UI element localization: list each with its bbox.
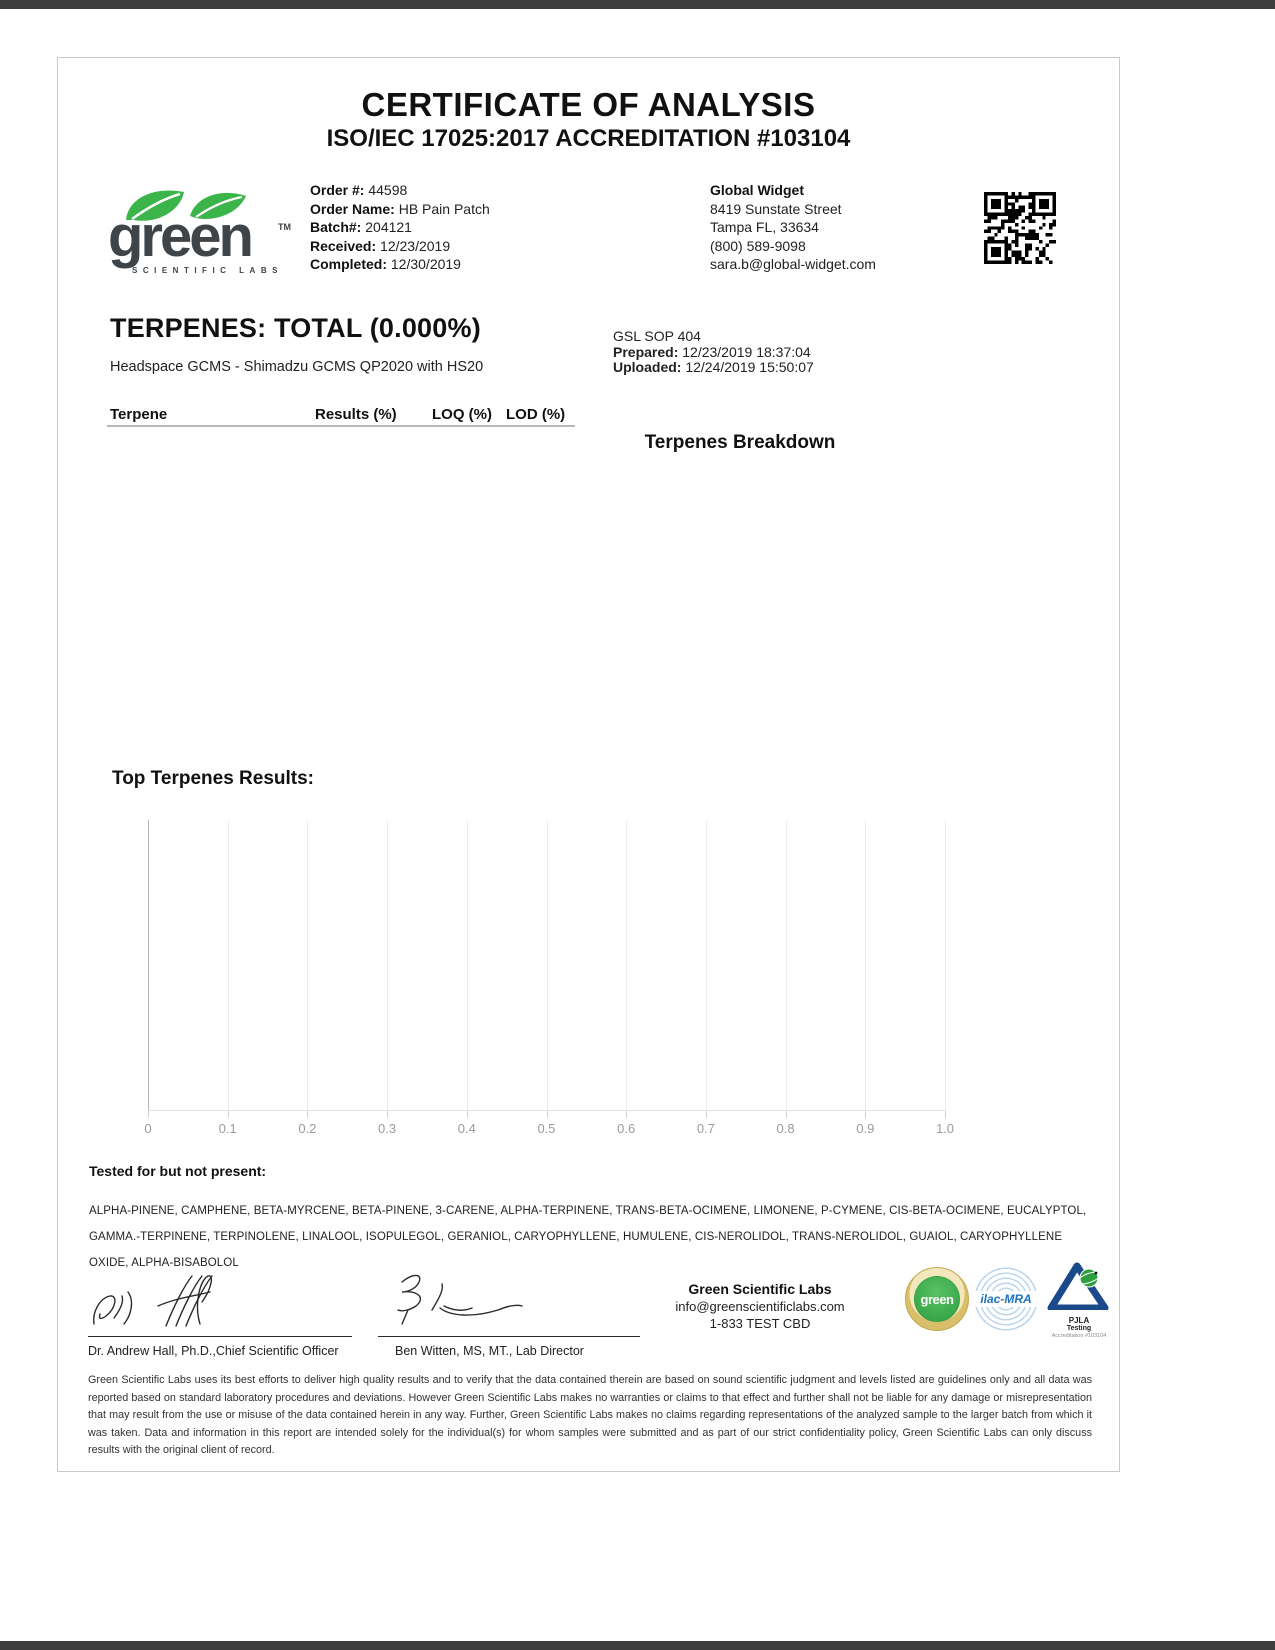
page-title: CERTIFICATE OF ANALYSIS [361, 86, 816, 123]
customer-info-block [710, 181, 876, 274]
logo-wordmark: green [108, 204, 251, 269]
logo-tm-mark: TM [278, 222, 291, 232]
col-header-lod: LOD (%) [506, 406, 566, 423]
logo-tagline: SCIENTIFIC LABS [132, 266, 283, 275]
batch-value: 204121 [365, 219, 412, 235]
gridline [228, 820, 229, 1110]
x-axis-tick [387, 1111, 388, 1118]
completed-label: Completed: [310, 256, 387, 272]
x-axis-tick-label: 0.9 [856, 1121, 875, 1136]
order-info-block [310, 181, 490, 274]
tested-not-present-list: ALPHA-PINENE, CAMPHENE, BETA-MYRCENE, BETA-PINENE, 3-CARENE, ALPHA-TERPINENE, TRANS-BETA-OCIMENE, LIMONENE, P-CYMENE, CIS-BETA-OCIMENE, EUCALYPTOL, GAMMA.-TERPINENE, TERPINOLENE, LINALOOL, ISOPULEGOL, GERANIOL, CARYOPHYLLENE, HUMULENE, CIS-NEROLIDOL, TRANS-NEROLIDOL, GUAIOL, CARYOPHYLLENE OXIDE, ALPHA-BISABOLOL [89, 1205, 1087, 1269]
x-axis-tick [307, 1111, 308, 1118]
uploaded-row: Uploaded: 12/24/2019 15:50:07 [613, 359, 814, 375]
customer-name: Global Widget [710, 182, 804, 198]
order-number-row [310, 181, 490, 200]
order-name-value: HB Pain Patch [398, 200, 490, 217]
gridline [307, 820, 308, 1110]
gridline [547, 820, 548, 1110]
top-terpenes-heading: Top Terpenes Results: [112, 768, 314, 789]
completed-value: 12/30/2019 [390, 256, 461, 272]
sop-number: GSL SOP 404 [613, 328, 701, 344]
pjla-triangle-icon [1043, 1262, 1115, 1310]
terpenes-total-heading: TERPENES: TOTAL (0.000%) [110, 313, 481, 343]
x-axis-tick-label: 0.1 [218, 1121, 237, 1136]
sop-block [613, 329, 814, 376]
x-axis-tick-label: 0.4 [457, 1121, 476, 1136]
signature-line-1 [88, 1336, 352, 1337]
qr-code [984, 192, 1056, 264]
x-axis-tick [786, 1111, 787, 1118]
signer-1-title: Dr. Andrew Hall, Ph.D.,Chief Scientific Officer [88, 1344, 339, 1358]
completed-row [310, 255, 490, 274]
x-axis-tick [626, 1111, 627, 1118]
x-axis-tick-label: 0.7 [696, 1121, 715, 1136]
signature-line-2 [378, 1336, 640, 1337]
viewer-bottom-bar [0, 1641, 1275, 1650]
ilac-mra-seal-icon: ilac-MRA [973, 1267, 1039, 1331]
col-header-terpene: Terpene [110, 406, 168, 423]
received-value: 12/23/2019 [380, 237, 451, 254]
x-axis-tick [148, 1111, 149, 1118]
lab-contact-block [640, 1281, 880, 1332]
signature-ben-witten [388, 1266, 548, 1334]
x-axis-tick [547, 1111, 548, 1118]
gridline [467, 820, 468, 1110]
lab-email: info@greenscientificlabs.com [675, 1299, 845, 1314]
disclaimer-text: Green Scientific Labs uses its best efforts to deliver high quality results and to verify that the data contained therein are based on sound scientific judgment and levels listed are guidelines only and all data was reported based on standard laboratory procedures and deviations. However Green Scientific Labs makes no warranties or claims to that effect and further shall not be liable for any damage or misrepresentation that may result from the use or misuse of the data contained herein in any way. Further, Green Scientific Labs makes no claims regarding representations of the analyzed sample to the larger batch from which it was taken. Data and information in this report are intended solely for the individual(s) for whom samples were submitted and as part of our strict confidentiality policy, Green Scientific Labs can only discuss results with the original client of record. [88, 1374, 1092, 1457]
order-number-label: Order #: [310, 182, 365, 198]
x-axis-tick-label: 0.3 [378, 1121, 397, 1136]
x-axis-tick [945, 1111, 946, 1118]
customer-address1: 8419 Sunstate Street [710, 200, 842, 217]
col-header-results: Results (%) [315, 406, 397, 423]
x-axis-tick-label: 0 [144, 1121, 152, 1136]
tested-not-present-heading: Tested for but not present: [89, 1163, 267, 1179]
signer-2-title: Ben Witten, MS, MT., Lab Director [395, 1344, 584, 1358]
lab-name: Green Scientific Labs [688, 1281, 832, 1297]
customer-email: sara.b@global-widget.com [710, 256, 876, 272]
gridline [786, 820, 787, 1110]
top-terpenes-chart [148, 820, 945, 1110]
x-axis-tick-label: 1.0 [935, 1121, 955, 1136]
customer-phone: (800) 589-9098 [710, 237, 806, 254]
col-header-loq: LOQ (%) [432, 406, 492, 423]
x-axis-tick [706, 1111, 707, 1118]
green-scientific-labs-logo [106, 182, 306, 282]
viewer-top-bar [0, 0, 1275, 9]
x-axis-tick [865, 1111, 866, 1118]
x-axis-tick-label: 0.5 [537, 1121, 556, 1136]
customer-address2: Tampa FL, 33634 [710, 219, 819, 235]
x-axis-tick-label: 0.2 [298, 1121, 317, 1136]
batch-label: Batch#: [310, 219, 362, 235]
x-axis-tick-label: 0.6 [617, 1121, 636, 1136]
page-subtitle: ISO/IEC 17025:2017 ACCREDITATION #103104 [326, 125, 851, 152]
order-name-label: Order Name: [310, 200, 395, 217]
order-name-row [310, 200, 490, 219]
signature-andrew-hall [88, 1268, 338, 1334]
prepared-row: Prepared: 12/23/2019 18:37:04 [613, 343, 811, 360]
x-axis-tick-label: 0.8 [776, 1121, 795, 1136]
table-header-underline [107, 425, 575, 427]
gridline [865, 820, 866, 1110]
pjla-accreditation-icon: PJLA Testing Accreditation #103104 [1043, 1262, 1115, 1340]
gridline [706, 820, 707, 1110]
order-number-value: 44598 [368, 182, 408, 198]
gridline [626, 820, 627, 1110]
x-axis-tick [467, 1111, 468, 1118]
green-certified-seal-icon: green [905, 1267, 969, 1331]
gridline [387, 820, 388, 1110]
received-row [310, 237, 490, 256]
terpenes-breakdown-title: Terpenes Breakdown [644, 432, 836, 453]
received-label: Received: [310, 237, 377, 254]
y-axis-line [148, 820, 149, 1110]
gridline [945, 820, 946, 1110]
method-line: Headspace GCMS - Shimadzu GCMS QP2020 with HS20 [110, 359, 484, 375]
batch-row [310, 218, 490, 237]
lab-phone: 1-833 TEST CBD [709, 1316, 811, 1331]
x-axis-tick [228, 1111, 229, 1118]
